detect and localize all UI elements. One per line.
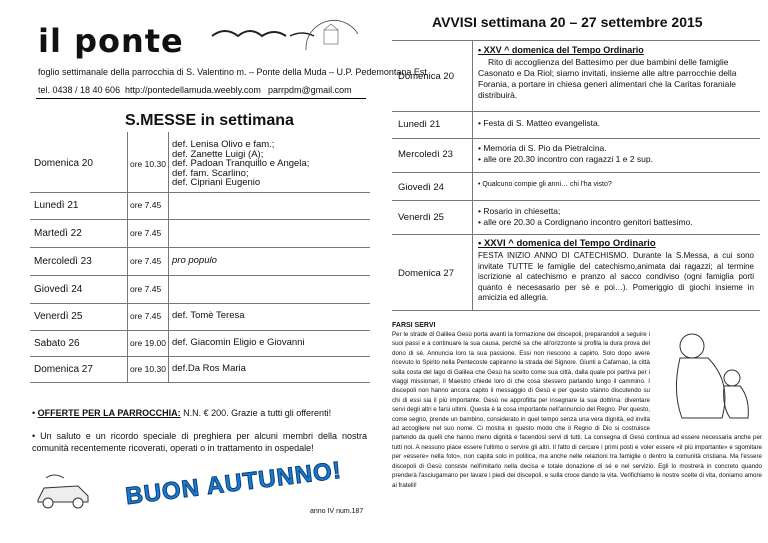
greeting-note: • Un saluto e un ricordo speciale di preghiera per alcuni membri della nostra comunità recentemente ricoverati, operati o in trattamento in ospedale! [32,431,367,453]
mass-row [30,356,370,383]
avviso-text: • Rosario in chiesetta; • alle ore 20.30 a Cordignano incontro genitori battesimo. [478,206,693,227]
mass-row [30,275,370,304]
avviso-heading: • XXVI ^ domenica del Tempo Ordinario [478,238,656,249]
mass-row [30,330,370,357]
mass-row [30,192,370,220]
avviso-text: • Qualcuno compie gli anni… chi l'ha visto? [478,181,612,188]
avviso-text: • Festa di S. Matteo evangelista. [478,118,601,128]
mass-row [30,219,370,248]
mass-time: ore 7.45 [130,284,162,294]
mass-day: Venerdì 25 [34,311,83,322]
mass-day: Sabato 26 [34,338,80,349]
telephone: tel. 0438 / 18 40 606 [38,85,121,95]
avviso-day: Domenica 27 [398,268,454,279]
mass-intentions: def. Tomè Teresa [172,310,245,321]
issue-number: anno IV num.187 [310,508,364,515]
avviso-day: Mercoledì 23 [398,149,453,160]
mass-day: Giovedì 24 [34,284,83,295]
mass-row [30,247,370,276]
website-link[interactable]: http://pontedellamuda.weebly.com [125,85,261,95]
avviso-row [392,200,760,235]
mass-day: Lunedì 21 [34,200,79,211]
email-link[interactable]: parrpdm@gmail.com [268,85,352,95]
article-body: Per le strade di Galilea Gesù porta avanti la formazione dei discepoli, preparandoli a seguire i suoi passi e a continuare la sua causa, perché sa che all'orizzonte si profila la dura prova del dono di sé. Annuncia loro la sua passione. Essi non riescono a capirlo. Solo dopo avere ricevuto lo Spirito nella Pentecoste capiranno la strada del Signore. Giunti a Cafarnao, la città sulla costa del lago di Galilea che Gesù ha scelto come sua città, dalla quale poi partiva per i viaggi missionari, il Maestro chiede loro di che cosa stessero parlando lungo il cammino. I discepoli non hanno ancora capito il messaggio di Gesù e per questo stanno discutendo su chi di essi sia il più importante. Gesù ne approfitta per insegnare la sua dottrina: diventare servi degli altri e farsi ultimi. Questa è la cosa importante nell'annuncio del Regno. Per questo, come segno, prende un bambino, considerato in quel tempo senza una vera dignità, ed invita ad accogliere nel suo nome. Ci mostra in questo modo che il Regno di Dio si costruisce partendo da quelli che hanno meno dignità e facendosi servi di tutti. La consegna di Gesù continua ad essere necessaria anche per tutti noi. A nessuno piace essere l'ultimo o servire gli altri. Il fatto di cercare i primi posti e voler essere «il più importante» e sgomitare per «essere» nella foto», non capita solo in politica, ma anche nelle relazioni tra famiglie o dentro la comunità cristiana. Ma l'essere discepoli di Gesù consiste nell'imitarlo nella decisa e totale donazione di sé e nel servizio. Egli lo mostrerà in concreto quando prenderà l'asciugamano per lavare i piedi dei discepoli, e sulla croce dando la vita. Verifichiamo le nostre scelte di vita, doniamo amore ai fratelli! [392,331,762,489]
mass-intentions: def. Lenisa Olivo e fam.; def. Zanette Luigi (A); def. Padoan Tranquillo e Angela; def. fam. Scarlino; def. Cipriani Eugenio [172,139,310,188]
avviso-row [392,172,760,201]
mass-day: Mercoledì 23 [34,256,92,267]
car-clipart-icon [34,470,94,512]
mass-row [30,303,370,331]
subtitle: foglio settimanale della parrocchia di S. Valentino m. – Ponte della Muda – U.P. Pedemontana Est [38,67,427,77]
avviso-text: Rito di accoglienza del Battesimo per due bambini delle famiglie Casonato e Da Riol; siamo invitati, insieme alle altre parrocchie della Forania, a portare in chiesa generi alimentari che la Caritas foraniale distribuirà. [478,57,737,100]
header-divider [36,98,366,99]
masses-title: S.MESSE in settimana [125,112,294,129]
avviso-day: Lunedì 21 [398,119,441,130]
mass-intentions: pro populo [172,255,217,266]
avviso-text: • Memoria di S. Pio da Pietralcina. • alle ore 20.30 incontro con ragazzi 1 e 2 sup. [478,143,653,164]
anniversary-seal [298,14,364,54]
mass-time: ore 7.45 [130,200,162,210]
avviso-row [392,110,760,139]
autumn-greeting: BUON AUTUNNO! [124,456,344,511]
mass-day: Domenica 20 [34,158,93,169]
avviso-text: FESTA INIZIO ANNO DI CATECHISMO. Durante la S.Messa, a cui sono invitate TUTTE le famiglie del catechismo,animata dai ragazzi; al termine iscrizione al catechismo e pranzo al sacco condiviso (ogni famiglia porti quanto è necesasario per sè e poi…). Pomeriggio di giochi insieme in amicizia ed allegria. [478,251,754,302]
avviso-heading: • XXV ^ domenica del Tempo Ordinario [478,45,644,55]
mass-time: ore 7.45 [130,228,162,238]
offerte-note: • OFFERTE PER LA PARROCCHIA: N.N. € 200. Grazie a tutti gli offerenti! [32,408,332,418]
mass-day: Domenica 27 [34,364,93,375]
mass-time: ore 10.30 [130,364,166,374]
mass-time: ore 7.45 [130,256,162,266]
avviso-row [392,138,760,173]
avvisi-title: AVVISI settimana 20 – 27 settembre 2015 [432,14,703,30]
avviso-row [392,40,760,112]
mass-day: Martedì 22 [34,228,82,239]
mass-time: ore 19.00 [130,338,166,348]
avviso-day: Domenica 20 [398,71,454,82]
brand-title: il ponte [38,22,184,60]
article-title: FARSI SERVI [392,322,436,329]
avviso-day: Giovedì 24 [398,182,444,193]
mass-time: ore 7.45 [130,311,162,321]
mass-row [30,132,370,193]
mass-intentions: def.Da Ros Maria [172,363,246,374]
avviso-row [392,234,760,311]
mass-intentions: def. Giacomin Eligio e Giovanni [172,337,305,348]
avviso-day: Venerdì 25 [398,212,444,223]
mass-time: ore 10.30 [130,159,166,169]
